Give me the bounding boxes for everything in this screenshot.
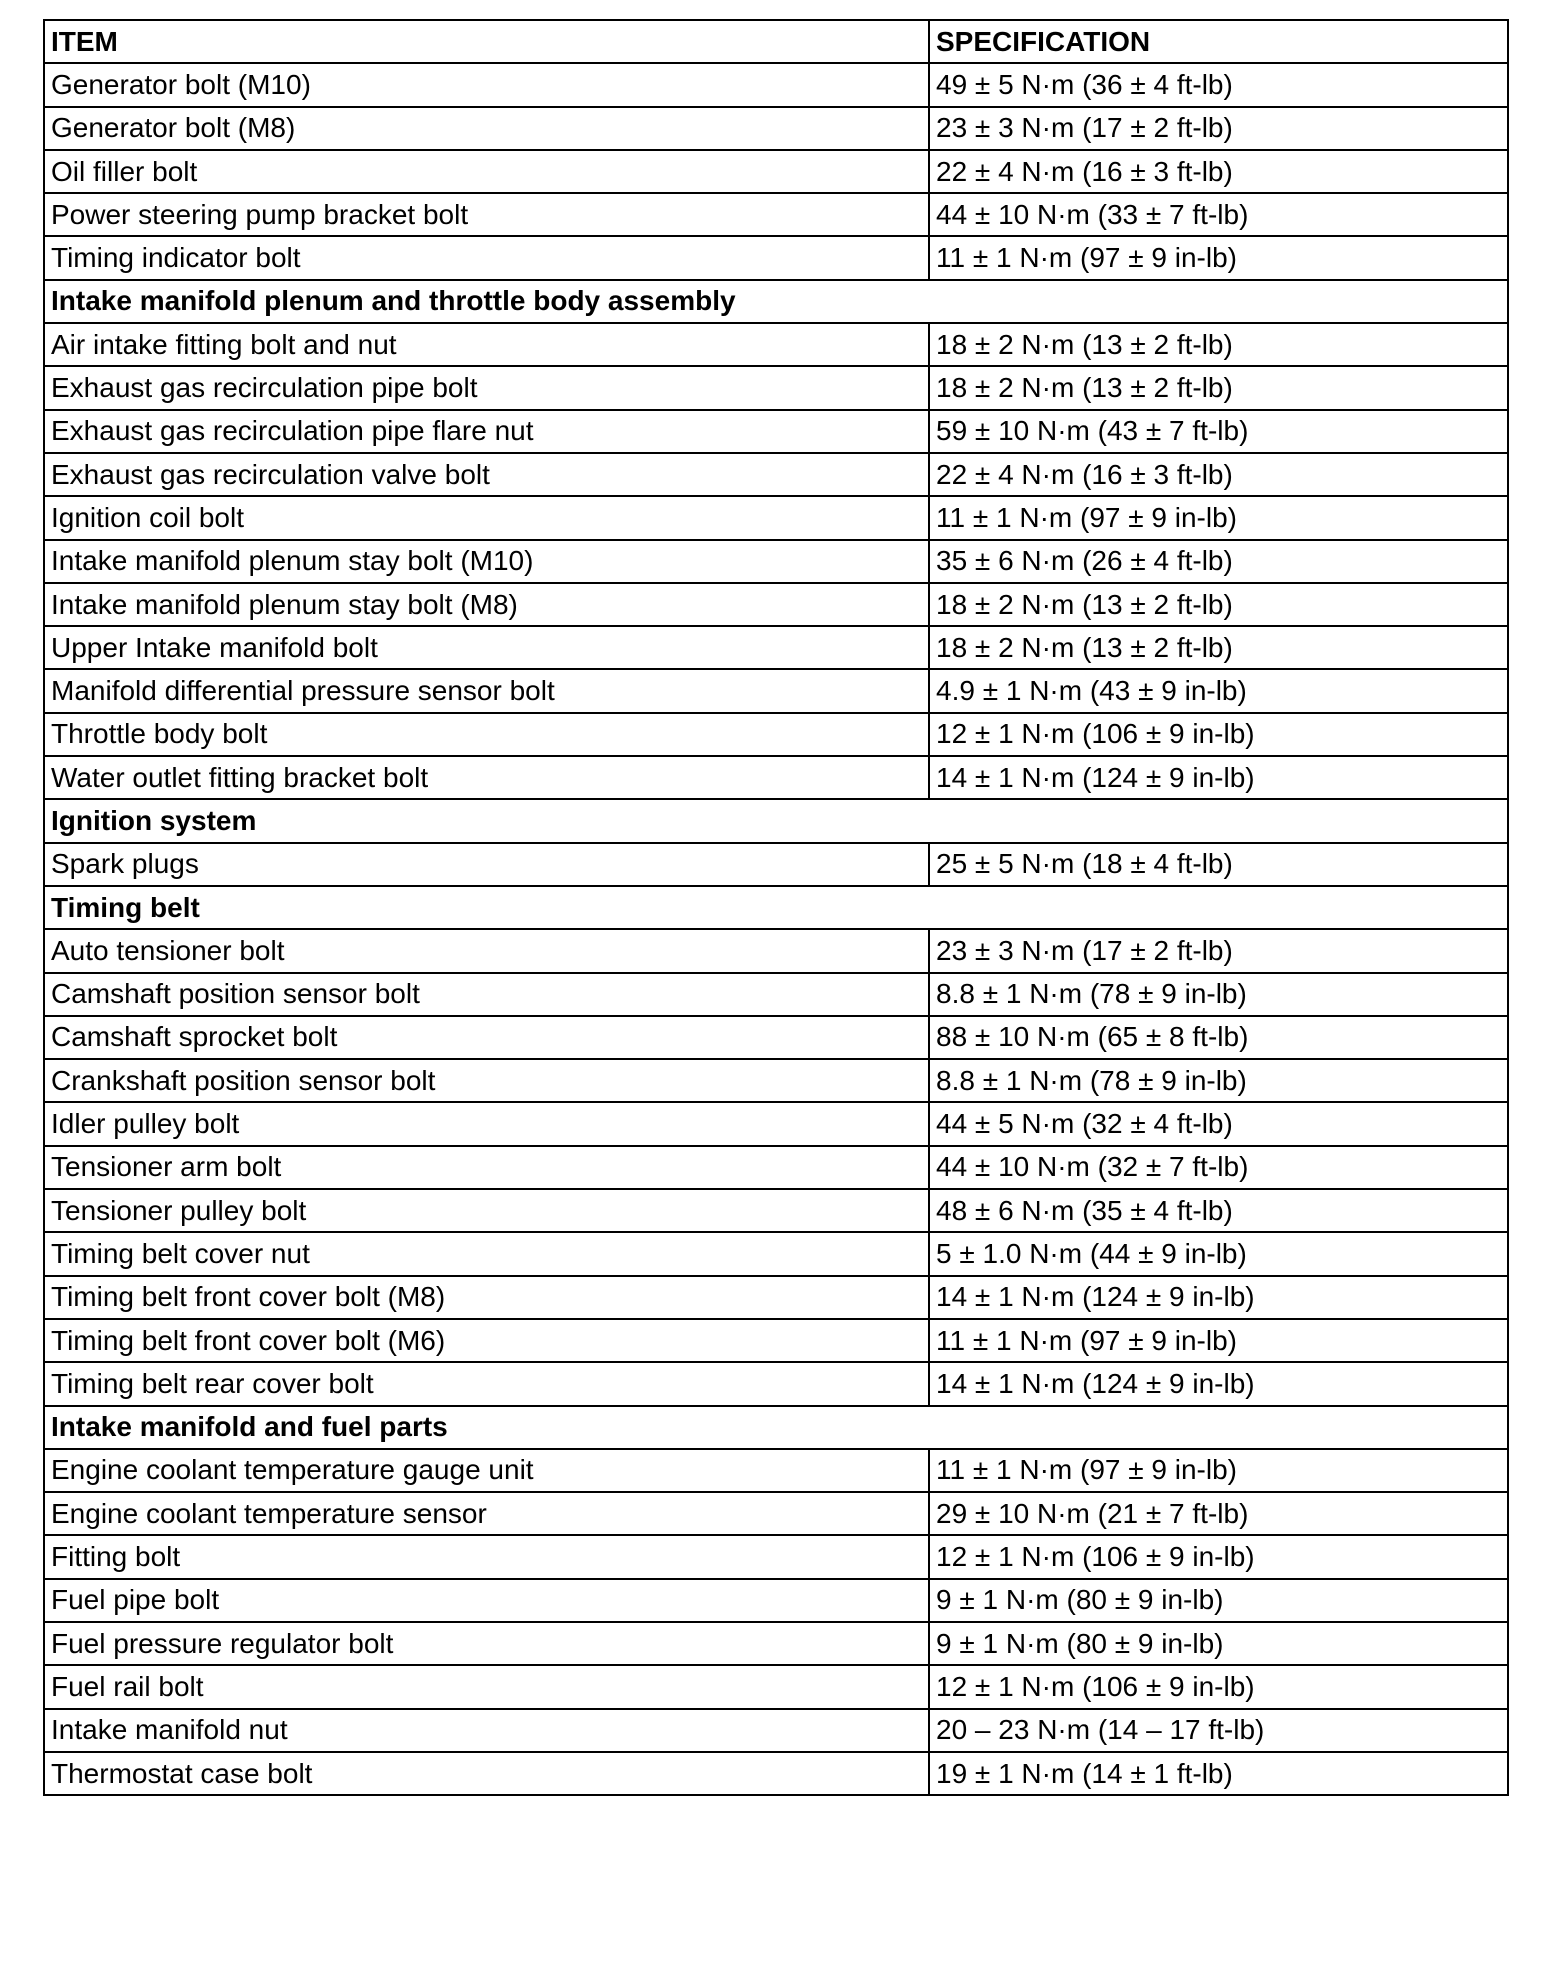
table-row	[44, 713, 1508, 756]
specification-cell: 11 ± 1 N·m (97 ± 9 in-lb)	[929, 236, 1508, 279]
table-row	[44, 496, 1508, 539]
item-cell: Exhaust gas recirculation pipe bolt	[44, 366, 929, 409]
item-cell: Spark plugs	[44, 843, 929, 886]
specification-cell: 22 ± 4 N·m (16 ± 3 ft-lb)	[929, 453, 1508, 496]
item-cell: Intake manifold nut	[44, 1709, 929, 1752]
specification-cell: 22 ± 4 N·m (16 ± 3 ft-lb)	[929, 150, 1508, 193]
specification-cell: 4.9 ± 1 N·m (43 ± 9 in-lb)	[929, 669, 1508, 712]
section-title: Timing belt	[44, 886, 1508, 929]
table-row	[44, 1016, 1508, 1059]
table-row	[44, 583, 1508, 626]
specification-cell: 44 ± 10 N·m (32 ± 7 ft-lb)	[929, 1146, 1508, 1189]
specification-cell: 11 ± 1 N·m (97 ± 9 in-lb)	[929, 496, 1508, 539]
specification-cell: 19 ± 1 N·m (14 ± 1 ft-lb)	[929, 1752, 1508, 1795]
table-row	[44, 453, 1508, 496]
item-cell: Oil filler bolt	[44, 150, 929, 193]
table-row	[44, 1622, 1508, 1665]
item-cell: Engine coolant temperature gauge unit	[44, 1449, 929, 1492]
specification-cell: 8.8 ± 1 N·m (78 ± 9 in-lb)	[929, 1059, 1508, 1102]
specification-cell: 12 ± 1 N·m (106 ± 9 in-lb)	[929, 1535, 1508, 1578]
specification-cell: 11 ± 1 N·m (97 ± 9 in-lb)	[929, 1319, 1508, 1362]
specification-cell: 5 ± 1.0 N·m (44 ± 9 in-lb)	[929, 1232, 1508, 1275]
table-row	[44, 1362, 1508, 1405]
specification-cell: 48 ± 6 N·m (35 ± 4 ft-lb)	[929, 1189, 1508, 1232]
table-row	[44, 236, 1508, 279]
specification-cell: 9 ± 1 N·m (80 ± 9 in-lb)	[929, 1579, 1508, 1622]
table-row	[44, 1276, 1508, 1319]
item-cell: Thermostat case bolt	[44, 1752, 929, 1795]
item-cell: Auto tensioner bolt	[44, 929, 929, 972]
specification-cell: 49 ± 5 N·m (36 ± 4 ft-lb)	[929, 63, 1508, 106]
item-cell: Crankshaft position sensor bolt	[44, 1059, 929, 1102]
table-row	[44, 540, 1508, 583]
specification-cell: 8.8 ± 1 N·m (78 ± 9 in-lb)	[929, 973, 1508, 1016]
table-row	[44, 1232, 1508, 1275]
column-header-item: ITEM	[44, 20, 929, 63]
table-row	[44, 1146, 1508, 1189]
specification-cell: 29 ± 10 N·m (21 ± 7 ft-lb)	[929, 1492, 1508, 1535]
item-cell: Timing belt rear cover bolt	[44, 1362, 929, 1405]
item-cell: Fuel pressure regulator bolt	[44, 1622, 929, 1665]
specification-cell: 12 ± 1 N·m (106 ± 9 in-lb)	[929, 1665, 1508, 1708]
item-cell: Upper Intake manifold bolt	[44, 626, 929, 669]
table-row	[44, 669, 1508, 712]
item-cell: Tensioner arm bolt	[44, 1146, 929, 1189]
column-header-specification: SPECIFICATION	[929, 20, 1508, 63]
item-cell: Power steering pump bracket bolt	[44, 193, 929, 236]
specification-cell: 25 ± 5 N·m (18 ± 4 ft-lb)	[929, 843, 1508, 886]
item-cell: Throttle body bolt	[44, 713, 929, 756]
specification-cell: 12 ± 1 N·m (106 ± 9 in-lb)	[929, 713, 1508, 756]
table-row	[44, 973, 1508, 1016]
table-row	[44, 1059, 1508, 1102]
table-row	[44, 1189, 1508, 1232]
item-cell: Timing belt front cover bolt (M8)	[44, 1276, 929, 1319]
item-cell: Exhaust gas recirculation valve bolt	[44, 453, 929, 496]
section-title: Intake manifold and fuel parts	[44, 1406, 1508, 1449]
specification-cell: 18 ± 2 N·m (13 ± 2 ft-lb)	[929, 366, 1508, 409]
table-row	[44, 756, 1508, 799]
item-cell: Timing indicator bolt	[44, 236, 929, 279]
specification-cell: 88 ± 10 N·m (65 ± 8 ft-lb)	[929, 1016, 1508, 1059]
specification-cell: 11 ± 1 N·m (97 ± 9 in-lb)	[929, 1449, 1508, 1492]
item-cell: Exhaust gas recirculation pipe flare nut	[44, 410, 929, 453]
specification-cell: 18 ± 2 N·m (13 ± 2 ft-lb)	[929, 583, 1508, 626]
torque-spec-table	[43, 19, 1509, 1796]
table-row	[44, 323, 1508, 366]
table-row	[44, 410, 1508, 453]
item-cell: Ignition coil bolt	[44, 496, 929, 539]
item-cell: Fuel pipe bolt	[44, 1579, 929, 1622]
item-cell: Engine coolant temperature sensor	[44, 1492, 929, 1535]
specification-cell: 18 ± 2 N·m (13 ± 2 ft-lb)	[929, 626, 1508, 669]
item-cell: Camshaft sprocket bolt	[44, 1016, 929, 1059]
specification-cell: 44 ± 10 N·m (33 ± 7 ft-lb)	[929, 193, 1508, 236]
specification-cell: 23 ± 3 N·m (17 ± 2 ft-lb)	[929, 929, 1508, 972]
section-header-row	[44, 799, 1508, 842]
table-row	[44, 1579, 1508, 1622]
section-header-row	[44, 886, 1508, 929]
table-row	[44, 63, 1508, 106]
table-header-row	[44, 20, 1508, 63]
item-cell: Water outlet fitting bracket bolt	[44, 756, 929, 799]
specification-cell: 14 ± 1 N·m (124 ± 9 in-lb)	[929, 1276, 1508, 1319]
item-cell: Generator bolt (M8)	[44, 107, 929, 150]
table-row	[44, 1319, 1508, 1362]
item-cell: Fuel rail bolt	[44, 1665, 929, 1708]
table-row	[44, 929, 1508, 972]
specification-cell: 14 ± 1 N·m (124 ± 9 in-lb)	[929, 756, 1508, 799]
item-cell: Idler pulley bolt	[44, 1102, 929, 1145]
section-header-row	[44, 1406, 1508, 1449]
item-cell: Timing belt cover nut	[44, 1232, 929, 1275]
table-row	[44, 1752, 1508, 1795]
table-row	[44, 1449, 1508, 1492]
specification-cell: 59 ± 10 N·m (43 ± 7 ft-lb)	[929, 410, 1508, 453]
table-row	[44, 1665, 1508, 1708]
item-cell: Generator bolt (M10)	[44, 63, 929, 106]
section-header-row	[44, 280, 1508, 323]
table-row	[44, 366, 1508, 409]
table-row	[44, 150, 1508, 193]
table-row	[44, 107, 1508, 150]
table-body	[44, 63, 1508, 1795]
item-cell: Timing belt front cover bolt (M6)	[44, 1319, 929, 1362]
specification-cell: 23 ± 3 N·m (17 ± 2 ft-lb)	[929, 107, 1508, 150]
table-row	[44, 626, 1508, 669]
item-cell: Fitting bolt	[44, 1535, 929, 1578]
specification-cell: 14 ± 1 N·m (124 ± 9 in-lb)	[929, 1362, 1508, 1405]
table-row	[44, 193, 1508, 236]
item-cell: Camshaft position sensor bolt	[44, 973, 929, 1016]
section-title: Ignition system	[44, 799, 1508, 842]
specification-cell: 35 ± 6 N·m (26 ± 4 ft-lb)	[929, 540, 1508, 583]
section-title: Intake manifold plenum and throttle body assembly	[44, 280, 1508, 323]
table-row	[44, 1102, 1508, 1145]
item-cell: Air intake fitting bolt and nut	[44, 323, 929, 366]
table-row	[44, 1492, 1508, 1535]
specification-cell: 20 – 23 N·m (14 – 17 ft-lb)	[929, 1709, 1508, 1752]
table-row	[44, 1709, 1508, 1752]
item-cell: Manifold differential pressure sensor bolt	[44, 669, 929, 712]
item-cell: Intake manifold plenum stay bolt (M8)	[44, 583, 929, 626]
table-row	[44, 843, 1508, 886]
table-row	[44, 1535, 1508, 1578]
item-cell: Intake manifold plenum stay bolt (M10)	[44, 540, 929, 583]
specification-cell: 9 ± 1 N·m (80 ± 9 in-lb)	[929, 1622, 1508, 1665]
item-cell: Tensioner pulley bolt	[44, 1189, 929, 1232]
specification-cell: 44 ± 5 N·m (32 ± 4 ft-lb)	[929, 1102, 1508, 1145]
specification-cell: 18 ± 2 N·m (13 ± 2 ft-lb)	[929, 323, 1508, 366]
